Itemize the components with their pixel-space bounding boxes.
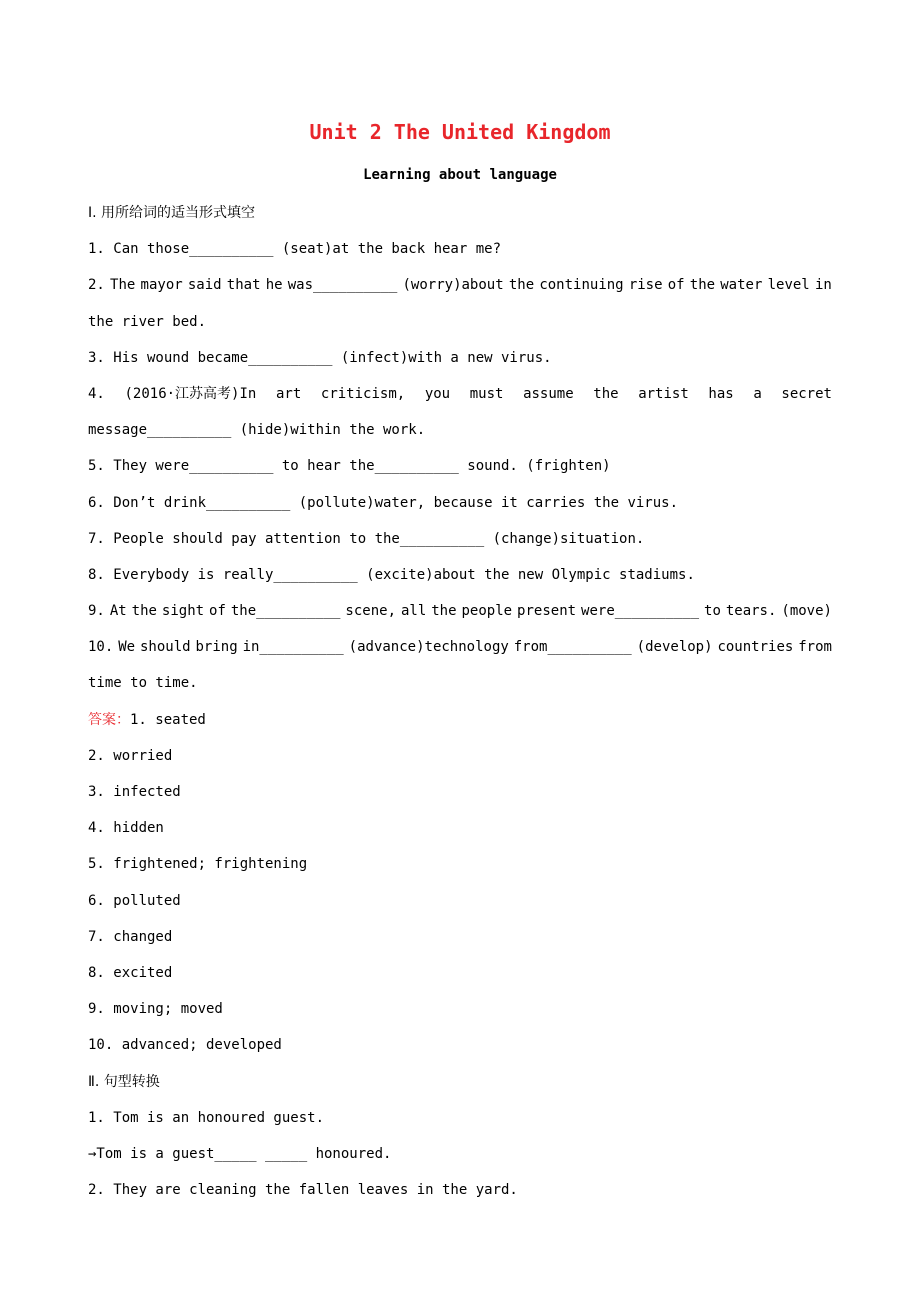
section-heading-1: Ⅰ. 用所给词的适当形式填空 <box>88 205 256 221</box>
question-4-line-1: 4. (2016·江苏高考)In art criticism, you must assume the artist has a secret <box>88 385 832 402</box>
page-subtitle: Learning about language <box>363 167 557 183</box>
document-body <box>88 203 832 1216</box>
section-heading-2: Ⅱ. 句型转换 <box>88 1073 160 1090</box>
answer-10: 10. advanced; developed <box>88 1037 282 1054</box>
question-7: 7. People should pay attention to the__________ (change)situation. <box>88 530 645 547</box>
question-9: 9. At the sight of the__________ scene, all the people present were__________ to tears. (move) <box>88 603 832 620</box>
question-5: 5. They were__________ to hear the__________ sound. (frighten) <box>88 458 611 475</box>
question-2-line-2: the river bed. <box>88 313 207 330</box>
question-3: 3. His wound became__________ (infect)with a new virus. <box>88 349 552 366</box>
question-10-line-2: time to time. <box>88 675 198 692</box>
answer-3: 3. infected <box>88 784 181 800</box>
answer-5: 5. frightened; frightening <box>88 856 308 873</box>
answer-7: 7. changed <box>88 928 173 945</box>
answer-label: 答案： <box>88 711 130 728</box>
rewrite-question-2: 2. They are cleaning the fallen leaves in the yard. <box>88 1182 518 1199</box>
answer-1-line <box>88 710 832 746</box>
question-6: 6. Don’t drink__________ (pollute)water, because it carries the virus. <box>88 494 679 511</box>
question-10-line-1: 10. We should bring in__________ (advance)technology from__________ (develop) countries from <box>88 639 832 656</box>
answer-8: 8. excited <box>88 964 173 981</box>
question-8: 8. Everybody is really__________ (excite)about the new Olympic stadiums. <box>88 566 695 583</box>
rewrite-question-1-target: →Tom is a guest_____ _____ honoured. <box>88 1145 392 1162</box>
question-4-line-2: message__________ (hide)within the work. <box>88 422 426 439</box>
answer-4: 4. hidden <box>88 820 164 837</box>
answer-2: 2. worried <box>88 747 173 764</box>
question-2-line-1: 2. The mayor said that he was__________ (worry)about the continuing rise of the water level in <box>88 277 832 294</box>
question-1: 1. Can those__________ (seat)at the back hear me? <box>88 241 502 258</box>
answer-9: 9. moving; moved <box>88 1001 223 1018</box>
answer-1: 1. seated <box>130 711 206 728</box>
rewrite-question-1: 1. Tom is an honoured guest. <box>88 1109 325 1126</box>
page-title: Unit 2 The United Kingdom <box>309 120 611 144</box>
answer-6: 6. polluted <box>88 892 181 909</box>
